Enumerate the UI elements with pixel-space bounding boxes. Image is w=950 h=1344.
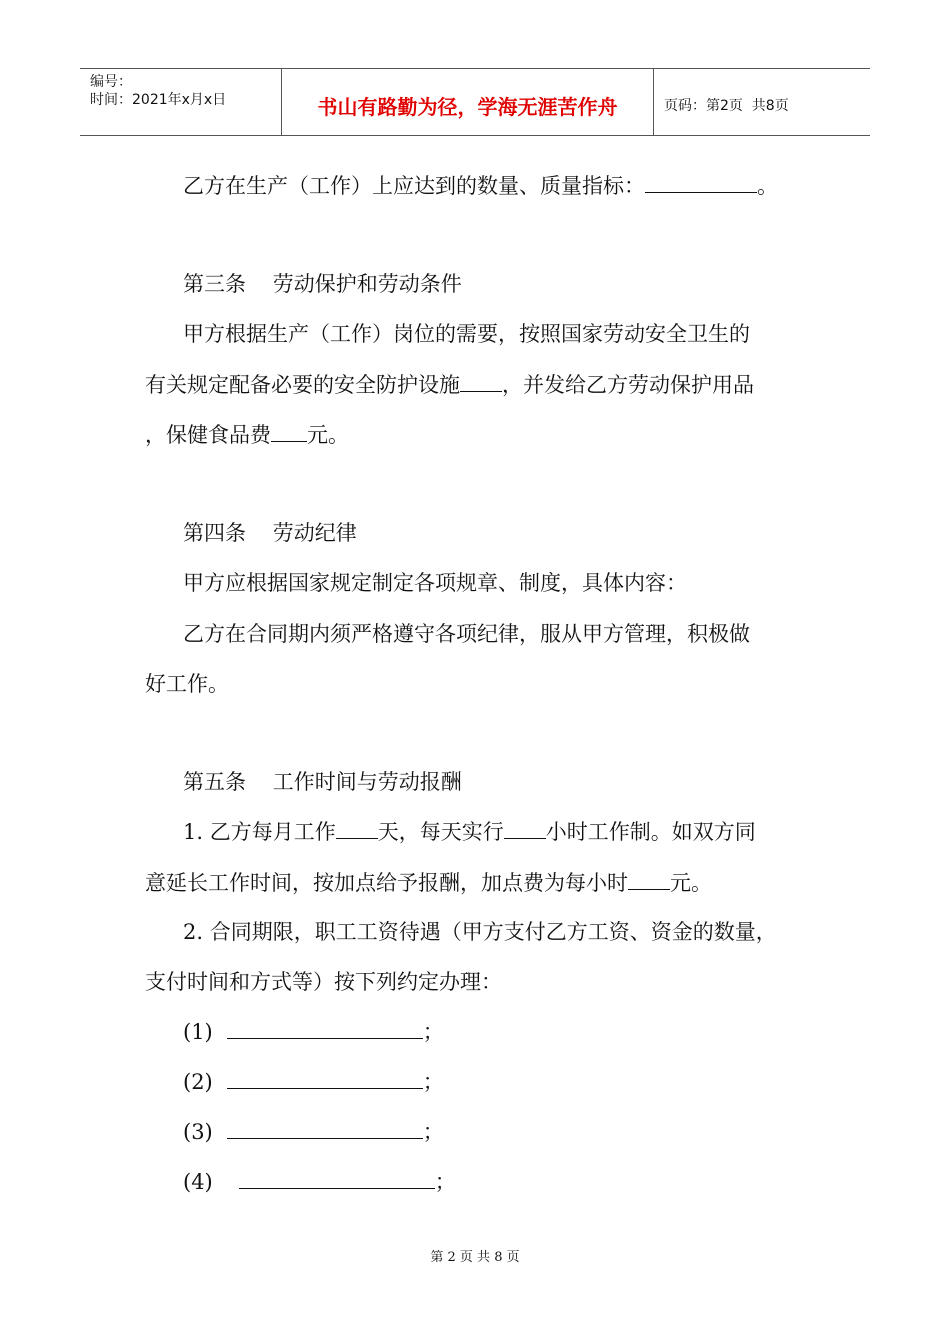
article-4-title: 第四条 劳动纪律	[183, 521, 357, 545]
list-item: (3) ；	[183, 1120, 444, 1144]
article-5-item-1: 1. 乙方每月工作 天，每天实行 小时工作制。如双方同	[183, 820, 756, 844]
article-4-para: 乙方在合同期内须严格遵守各项纪律，服从甲方管理，积极做	[183, 622, 750, 646]
blank-field	[645, 172, 757, 193]
article-3-title: 第三条 劳动保护和劳动条件	[183, 272, 462, 296]
article-3-para: 甲方根据生产（工作）岗位的需要，按照国家劳动安全卫生的	[183, 322, 750, 346]
date-label: 时间：2021年x月x日	[90, 92, 227, 108]
blank-field	[460, 371, 502, 392]
number-label: 编号：	[90, 74, 132, 90]
blank-field	[271, 421, 307, 442]
article-4-para: 好工作。	[145, 672, 229, 696]
list-item: (4) ；	[183, 1170, 456, 1194]
article-3-para: 有关规定配备必要的安全防护设施 ，并发给乙方劳动保护用品	[145, 373, 754, 397]
article-5-title: 第五条 工作时间与劳动报酬	[183, 770, 462, 794]
header-page-info: 页码：第2页 共8页	[664, 98, 789, 114]
header-motto: 书山有路勤为径，学海无涯苦作舟	[282, 69, 654, 135]
document-header	[80, 68, 870, 136]
blank-field	[504, 818, 546, 839]
article-4-para: 甲方应根据国家规定制定各项规章、制度，具体内容：	[183, 571, 687, 595]
article-5-item-2: 2. 合同期限，职工工资待遇（甲方支付乙方工资、资金的数量，	[183, 920, 777, 944]
list-item: (1) ；	[183, 1020, 444, 1044]
article-5-item-1: 意延长工作时间，按加点给予报酬，加点费为每小时 元。	[145, 871, 712, 895]
quota-line: 乙方在生产（工作）上应达到的数量、质量指标： 。	[183, 174, 778, 198]
blank-field	[227, 1068, 423, 1089]
header-meta	[80, 69, 282, 135]
article-5-item-2: 支付时间和方式等）按下列约定办理：	[145, 970, 502, 994]
blank-field	[227, 1118, 423, 1139]
list-item: (2) ；	[183, 1070, 444, 1094]
article-3-para: ，保健食品费 元。	[145, 423, 349, 447]
blank-field	[336, 818, 378, 839]
blank-field	[239, 1168, 435, 1189]
blank-field	[628, 869, 670, 890]
page-footer: 第 2 页 共 8 页	[430, 1250, 520, 1265]
blank-field	[227, 1018, 423, 1039]
